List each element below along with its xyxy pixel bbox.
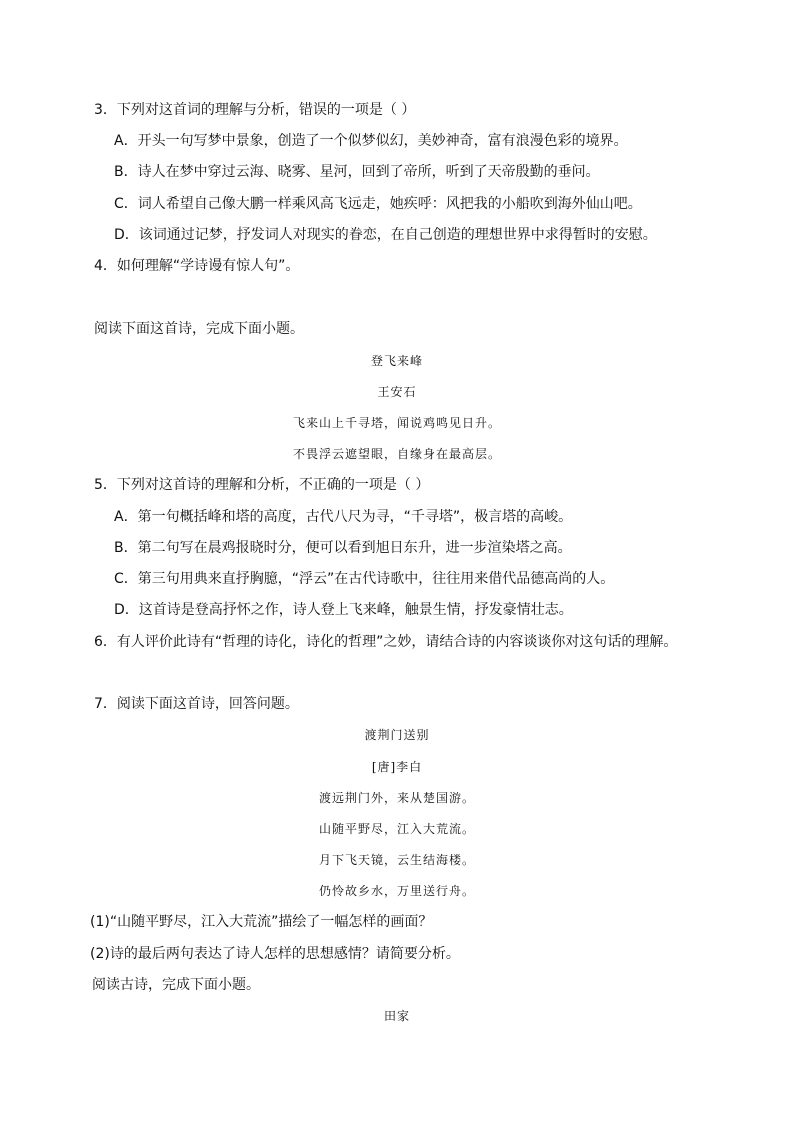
question-5-option-c: C．第三句用典来直抒胸臆，“浮云”在古代诗歌中，往往用来借代品德高尚的人。 bbox=[114, 571, 615, 587]
poem-3-title: 田家 bbox=[383, 1009, 410, 1023]
reading-intro-1: 阅读下面这首诗，完成下面小题。 bbox=[94, 321, 304, 337]
reading-intro-2: 阅读古诗，完成下面小题。 bbox=[92, 977, 260, 993]
question-3-option-d: D．该词通过记梦，抒发词人对现实的眷恋，在自己创造的理想世界中求得暂时的安慰。 bbox=[114, 227, 657, 243]
poem-1-line-1: 飞来山上千寻塔，闻说鸡鸣见日升。 bbox=[292, 416, 501, 430]
question-5-option-d: D．这首诗是登高抒怀之作，诗人登上飞来峰，触景生情，抒发豪情壮志。 bbox=[114, 602, 573, 618]
poem-2-title: 渡荆门送别 bbox=[364, 728, 430, 742]
poem-2-line-4: 仍怜故乡水，万里送行舟。 bbox=[318, 884, 475, 898]
question-7-sub-2: (2)诗的最后两句表达了诗人怎样的思想感情？请简要分析。 bbox=[90, 946, 460, 962]
question-5-option-a: A．第一句概括峰和塔的高度，古代八尺为寻，“千寻塔”，极言塔的高峻。 bbox=[114, 509, 573, 525]
question-3-option-b: B．诗人在梦中穿过云海、晓雾、星河，回到了帝所，听到了天帝殷勤的垂问。 bbox=[114, 164, 600, 180]
poem-2-line-2: 山随平野尽，江入大荒流。 bbox=[318, 822, 475, 836]
question-5-stem: 5．下列对这首诗的理解和分析，不正确的一项是（ ） bbox=[94, 477, 430, 493]
question-3-stem: 3．下列对这首词的理解与分析，错误的一项是（ ） bbox=[94, 102, 416, 118]
poem-1-author: 王安石 bbox=[377, 385, 417, 399]
question-7-stem: 7．阅读下面这首诗，回答问题。 bbox=[94, 696, 299, 712]
question-5-option-b: B．第二句写在晨鸡报晓时分，便可以看到旭日东升，进一步渲染塔之高。 bbox=[114, 540, 572, 556]
poem-2-line-1: 渡远荆门外，来从楚国游。 bbox=[318, 791, 475, 805]
question-7-sub-1: (1)“山随平野尽，江入大荒流”描绘了一幅怎样的画面？ bbox=[90, 914, 433, 930]
question-4-stem: 4．如何理解“学诗谩有惊人句”。 bbox=[94, 258, 300, 274]
question-6-stem: 6．有人评价此诗有“哲理的诗化，诗化的哲理”之妙，请结合诗的内容谈谈你对这句话的理解。 bbox=[94, 634, 678, 650]
poem-2-author: [唐]李白 bbox=[371, 760, 423, 774]
poem-1-line-2: 不畏浮云遮望眼，自缘身在最高层。 bbox=[292, 447, 501, 461]
question-3-option-c: C．词人希望自己像大鹏一样乘风高飞远走，她疾呼：风把我的小船吹到海外仙山吧。 bbox=[114, 196, 642, 212]
question-3-option-a: A．开头一句写梦中景象，创造了一个似梦似幻，美妙神奇，富有浪漫色彩的境界。 bbox=[114, 133, 628, 149]
poem-2-line-3: 月下飞天镜，云生结海楼。 bbox=[318, 853, 475, 867]
poem-1-title: 登飞来峰 bbox=[370, 354, 423, 368]
